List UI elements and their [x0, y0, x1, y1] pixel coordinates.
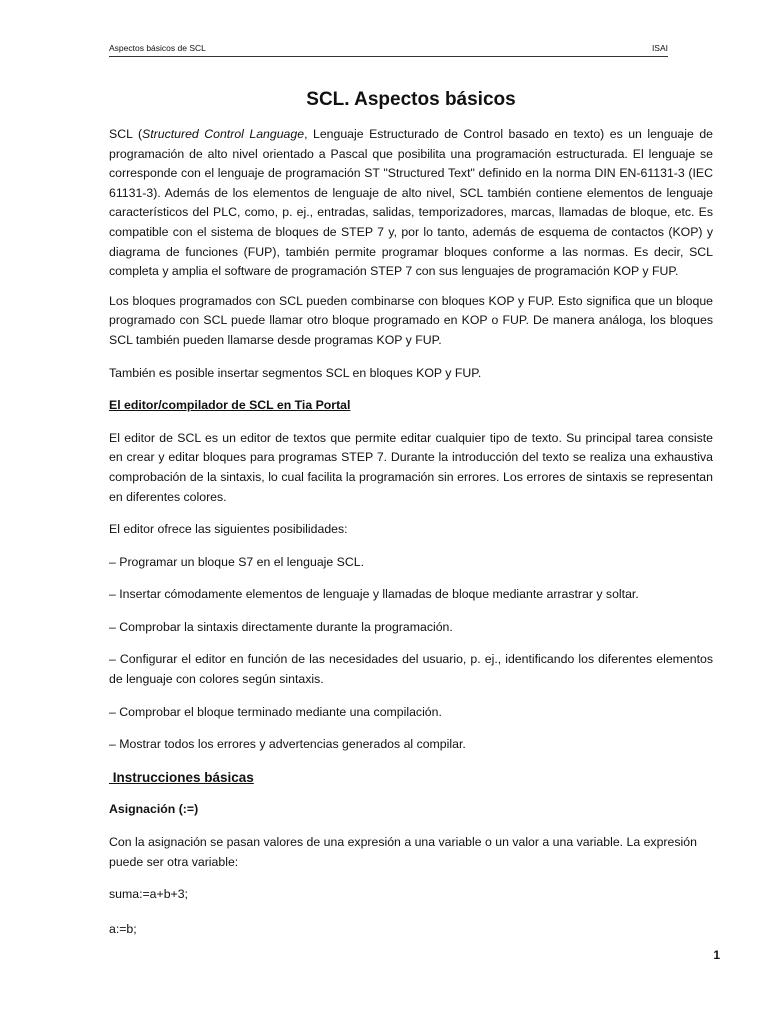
code-line: suma:=a+b+3; — [109, 887, 188, 902]
intro-prefix: SCL ( — [109, 127, 143, 141]
list-item: – Configurar el editor en función de las necesidades del usuario, p. ej., identificando los diferentes elementos de lenguaje con colores según sintaxis. — [109, 652, 713, 687]
list-item: – Insertar cómodamente elementos de lenguaje y llamadas de bloque mediante arrastrar y soltar. — [109, 587, 639, 602]
header-divider — [109, 56, 668, 57]
list-item: – Programar un bloque S7 en el lenguaje SCL. — [109, 554, 364, 569]
intro-rest: , Lenguaje Estructurado de Control basado en texto) es un lenguaje de programación de alto nivel orientado a Pascal que posibilita una programación estructurada. El lenguaje se corresponde con el lenguaje de programación ST "Structured Text" definido en la norma DIN EN-61131-3 (IEC 61131-3). Además de los elementos de lenguaje de alto nivel, SCL también contiene elementos de lenguaje característicos del PLC, como, p. ej., entradas, salidas, temporizadores, marcas, llamadas de bloque, etc. Es compatible con el sistema de bloques de STEP 7 y, por lo tanto, además de esquema de contactos (KOP) y diagrama de funciones (FUP), también permite programar bloques conforme a las normas. Es decir, SCL completa y amplia el software de programación STEP 7 con sus lenguajes de programación KOP y FUP. — [109, 127, 713, 279]
document-body — [109, 88, 713, 954]
combination-paragraph: Los bloques programados con SCL pueden combinarse con bloques KOP y FUP. Esto significa que un bloque programado con SCL puede llamar otro bloque programado en KOP o FUP. De manera análoga, los bloques SCL también pueden llamarse desde programas KOP y FUP. — [109, 293, 713, 347]
intro-paragraph — [109, 125, 713, 282]
editor-intro: El editor ofrece las siguientes posibilidades: — [109, 522, 348, 537]
code-line: a:=b; — [109, 921, 137, 936]
editor-heading: El editor/compilador de SCL en Tia Portal — [109, 398, 351, 413]
intro-italic: Structured Control Language — [142, 127, 305, 141]
header-document-title: Aspectos básicos de SCL — [109, 43, 206, 53]
page-title: SCL. Aspectos básicos — [306, 89, 516, 110]
list-item: – Comprobar la sintaxis directamente durante la programación. — [109, 619, 453, 634]
instructions-heading: Instrucciones básicas — [109, 769, 254, 785]
segments-paragraph: También es posible insertar segmentos SCL en bloques KOP y FUP. — [109, 365, 482, 380]
page-number: 1 — [713, 948, 720, 962]
editor-paragraph: El editor de SCL es un editor de textos que permite editar cualquier tipo de texto. Su principal tarea consiste en crear y editar bloques para programas STEP 7. Durante la introducción del texto se realiza una exhaustiva comprobación de la sintaxis, lo cual facilita la programación sin errores. Los errores de sintaxis se representan en diferentes colores. — [109, 430, 713, 504]
header-org: ISAI — [651, 43, 668, 53]
assignment-heading: Asignación (:=) — [109, 802, 199, 817]
list-item: – Comprobar el bloque terminado mediante una compilación. — [109, 704, 442, 719]
list-item: – Mostrar todos los errores y advertencias generados al compilar. — [109, 737, 466, 752]
assignment-paragraph: Con la asignación se pasan valores de una expresión a una variable o un valor a una variable. La expresión puede ser otra variable: — [109, 835, 697, 869]
